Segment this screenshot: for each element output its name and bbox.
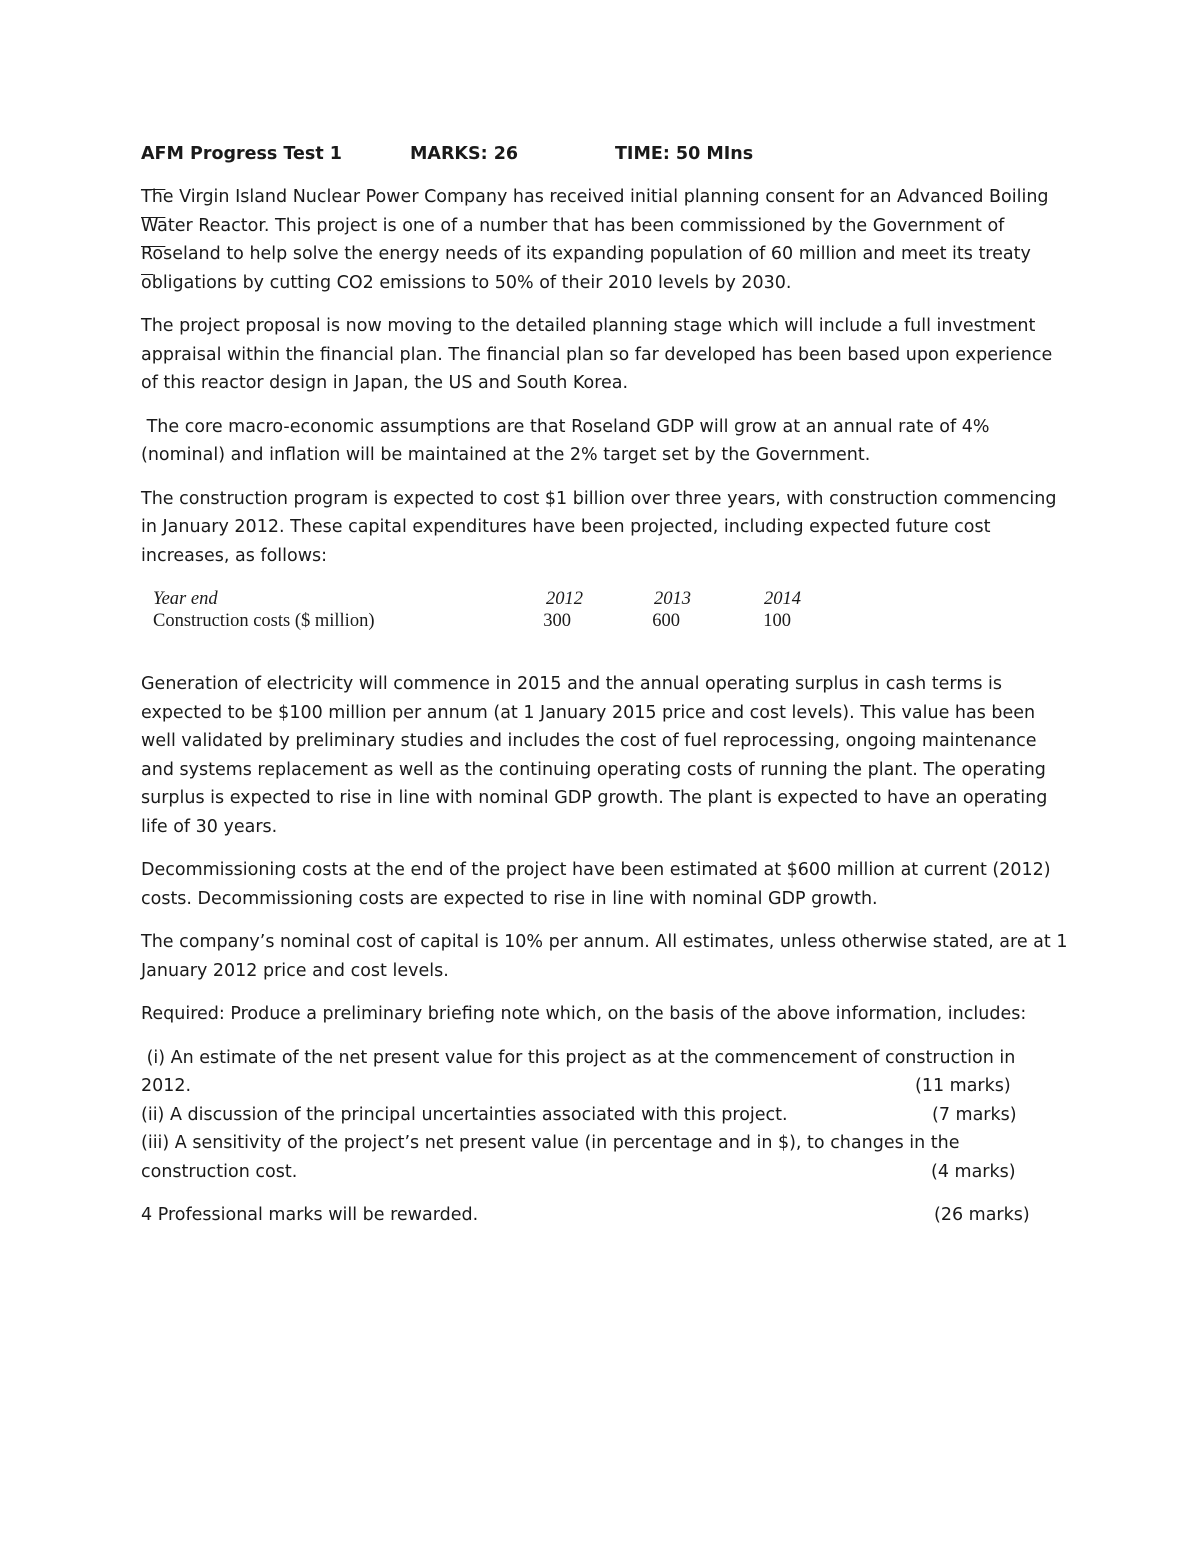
- document-page: [141, 140, 1071, 1230]
- paragraph-assumptions: The core macro-economic assumptions are that Roseland GDP will grow at an annual rate of 4% (nominal) and inflation will be maintained at the 2% target set by the Government.: [141, 416, 996, 465]
- table-row-label: Construction costs ($ million): [153, 611, 375, 631]
- requirement-ii-text: (ii) A discussion of the principal uncertainties associated with this project.: [141, 1104, 788, 1125]
- table-header-label: Year end: [153, 589, 218, 609]
- table-year-2014: 2014: [764, 589, 801, 609]
- total-marks: (26 marks): [934, 1205, 1030, 1225]
- paragraph-decommissioning: Decommissioning costs at the end of the project have been estimated at $600 million at current (2012) costs. Decommissioning costs are expected to rise in line with nominal GDP growth.: [141, 860, 1051, 909]
- paragraph-proposal: The project proposal is now moving to the detailed planning stage which will include a full investment appraisal within the financial plan. The financial plan so far developed has been based upon experience of this reactor design in Japan, the US and South Korea.: [141, 316, 1053, 393]
- requirements-list: [141, 1044, 1071, 1230]
- table-value-2014: 100: [763, 611, 791, 631]
- paragraph-construction: The construction program is expected to cost $1 billion over three years, with construction commencing in January 2012. These capital expenditures have been projected, including expected future cost increases, as follows:: [141, 488, 1057, 566]
- paragraph-generation: Generation of electricity will commence in 2015 and the annual operating surplus in cash terms is expected to be $100 million per annum (at 1 January 2015 price and cost levels). This value has been well validated by preliminary studies and includes the cost of fuel reprocessing, ongoing maintenance and systems replacement as well as the continuing operating costs of running the plant. The operating surplus is expected to rise in line with nominal GDP growth. The plant is expected to have an operating life of 30 years.: [141, 674, 1048, 837]
- test-header: [141, 140, 1071, 168]
- professional-marks-text: 4 Professional marks will be rewarded.: [141, 1205, 479, 1225]
- table-year-2013: 2013: [654, 589, 691, 609]
- test-marks: MARKS: 26: [410, 144, 519, 164]
- requirement-i-text-cont: 2012.: [141, 1076, 192, 1096]
- paragraph-required: Required: Produce a preliminary briefing note which, on the basis of the above information, includes:: [141, 1004, 1027, 1024]
- construction-cost-table: [141, 588, 1071, 648]
- requirement-i-marks: (11 marks): [915, 1076, 1011, 1096]
- table-value-2013: 600: [652, 611, 680, 631]
- requirement-iii-text: (iii) A sensitivity of the project’s net present value (in percentage and in $), to changes in the: [141, 1133, 960, 1153]
- paragraph-cost-of-capital: The company’s nominal cost of capital is 10% per annum. All estimates, unless otherwise stated, are at 1 January 2012 price and cost levels.: [141, 932, 1068, 981]
- table-value-2012: 300: [543, 611, 571, 631]
- table-year-2012: 2012: [546, 589, 583, 609]
- paragraph-intro: The Virgin Island Nuclear Power Company has received initial planning consent for an Advanced Boiling Water Reactor. This project is one of a number that has been commissioned by the Government of Roseland to help solve the energy needs of its expanding population of 60 million and meet its treaty obligations by cutting CO2 emissions to 50% of their 2010 levels by 2030.: [141, 187, 1049, 293]
- requirement-iii-line2: [141, 1158, 1071, 1187]
- requirement-i-line2: [141, 1072, 1071, 1101]
- test-title: AFM Progress Test 1: [141, 144, 342, 164]
- professional-marks-line: [141, 1201, 1071, 1230]
- requirement-ii-line: [141, 1101, 1071, 1130]
- requirement-ii-marks: (7 marks): [932, 1104, 1017, 1125]
- test-time: TIME: 50 MIns: [615, 144, 754, 164]
- requirement-iii-line1: [141, 1129, 1071, 1158]
- requirement-i-text: (i) An estimate of the net present value for this project as at the commencement of construction in: [141, 1047, 1016, 1068]
- requirement-iii-text-cont: construction cost.: [141, 1161, 298, 1182]
- requirement-i-line1: [141, 1044, 1071, 1073]
- requirement-iii-marks: (4 marks): [931, 1161, 1016, 1182]
